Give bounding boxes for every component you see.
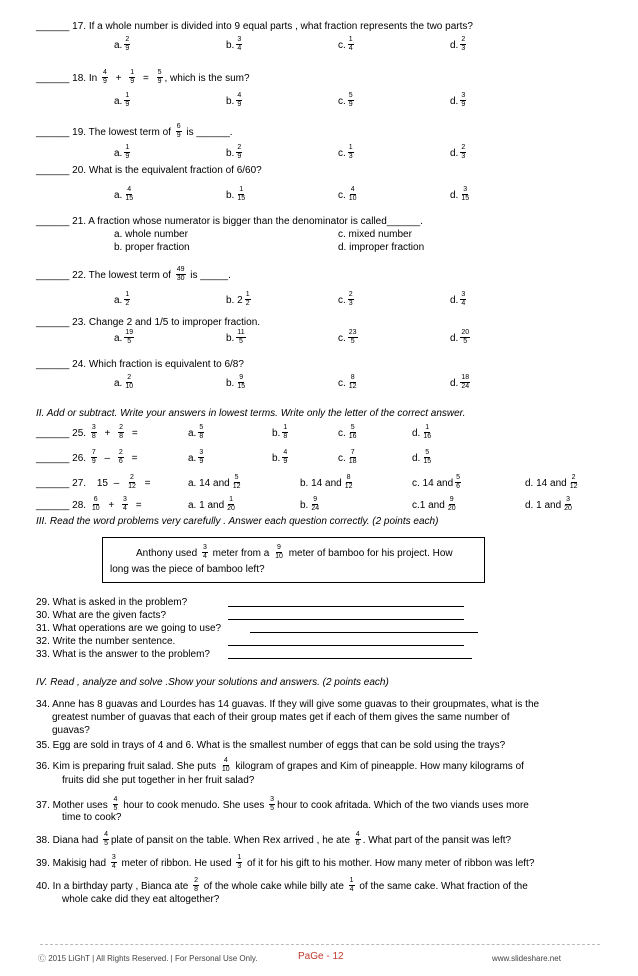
question-20: ______ 20. What is the equivalent fraction of 6/60? <box>36 165 262 176</box>
choice-a: a. $\frac{3}{9}$ <box>188 449 204 465</box>
choice-c: c. $\frac{7}{18}$ <box>338 449 357 465</box>
choice-a: a. 14 and $\frac{5}{12}$ <box>188 474 241 490</box>
choice-b: b. $\frac{3}{4}$ <box>226 36 242 52</box>
question-19: ______ 19. The lowest term of $\frac{6}{9}$ is ______. <box>36 123 233 139</box>
choice-b: b. $\frac{1}{8}$ <box>272 424 288 440</box>
choice-b: b. 2 $\frac{1}{2}$ <box>226 291 250 307</box>
choice-c: c. $\frac{2}{3}$ <box>338 291 353 307</box>
answer-line[interactable] <box>228 619 464 620</box>
section-heading-part-4: IV. Read , analyze and solve .Show your solutions and answers. (2 points each) <box>36 677 389 688</box>
question-22: ______ 22. The lowest term of $\frac{49}{30}$ is _____. <box>36 266 231 282</box>
choice-b: b. 14 and $\frac{8}{12}$ <box>300 474 353 490</box>
choice-a: a. 1 and $\frac{1}{20}$ <box>188 496 235 512</box>
choice-b: b. $\frac{9}{24}$ <box>300 496 320 512</box>
fraction: $\frac{49}{30}$ <box>176 266 185 282</box>
question-28: ______ 28. $\frac{6}{10}$ + $\frac{3}{4}$ = <box>36 496 142 512</box>
choice-c: c. $\frac{8}{12}$ <box>338 374 357 390</box>
choice-d: d. $\frac{18}{24}$ <box>450 374 470 390</box>
fraction: $\frac{3}{4}$ <box>237 36 242 52</box>
answer-line[interactable] <box>228 658 472 659</box>
question-17 <box>36 21 473 33</box>
choice-b: b. $\frac{4}{9}$ <box>272 449 288 465</box>
question-21: ______ 21. A fraction whose numerator is bigger than the denominator is called______. <box>36 216 423 227</box>
choice-c: c. $\frac{5}{16}$ <box>338 424 357 440</box>
choice-c: c. $\frac{5}{9}$ <box>338 92 353 108</box>
question-39: 39. Makisig had $\frac{3}{4}$ meter of ribbon. He used $\frac{1}{3}$ of it for his gift to his mother. How many meter of ribbon was left? <box>36 854 535 870</box>
choice-b: b. $\frac{1}{15}$ <box>226 186 246 202</box>
question-34: 34. Anne has 8 guavas and Lourdes has 14 guavas. If they will give some guavas to their groupmates, what is the <box>36 699 540 710</box>
question-38: 38. Diana had $\frac{4}{5}$ plate of pansit on the table. When Rex arrived , he ate $\frac{4}{6}$ . What part of the pansit was left? <box>36 831 512 847</box>
footer-copyright: Ⓒ 2015 LiGhT | All Rights Reserved. | For Personal Use Only. <box>38 954 258 963</box>
question-36: 36. Kim is preparing fruit salad. She puts $\frac{4}{10}$ kilogram of grapes and Kim of pineapple. How many kilograms of <box>36 757 524 773</box>
question-36-cont: fruits did she put together in her fruit salad? <box>62 775 255 786</box>
question-29: 29. What is asked in the problem? <box>36 597 188 608</box>
answer-line[interactable] <box>228 645 464 646</box>
choice-d: d. $\frac{3}{9}$ <box>450 92 466 108</box>
answer-line[interactable] <box>228 606 464 607</box>
choice-d: d. $\frac{3}{4}$ <box>450 291 466 307</box>
question-37-cont: time to cook? <box>62 812 122 823</box>
question-number: 17. <box>72 21 87 32</box>
choice-a: a. $\frac{5}{8}$ <box>188 424 204 440</box>
question-27: ______ 27. 15 – $\frac{2}{12}$ = <box>36 474 151 490</box>
fraction: $\frac{1}{9}$ <box>130 69 135 85</box>
choice-c: c.1 and $\frac{9}{20}$ <box>412 496 456 512</box>
choice-a: a. $\frac{19}{5}$ <box>114 329 134 345</box>
question-33: 33. What is the answer to the problem? <box>36 649 210 660</box>
choice-b: b. $\frac{2}{9}$ <box>226 144 242 160</box>
choice-b: b. $\frac{4}{9}$ <box>226 92 242 108</box>
fraction: $\frac{1}{4}$ <box>348 36 353 52</box>
choice-c: c. $\frac{4}{10}$ <box>338 186 357 202</box>
choice-a: a. $\frac{1}{9}$ <box>114 92 130 108</box>
choice-a: a. $\frac{4}{15}$ <box>114 186 134 202</box>
choice-c: c. $\frac{1}{3}$ <box>338 144 353 160</box>
choice-b: b. $\frac{11}{5}$ <box>226 329 245 345</box>
question-37: 37. Mother uses $\frac{4}{5}$ hour to cook menudo. She uses $\frac{3}{5}$ hour to cook afritada. Which of the two viands uses more <box>36 796 529 812</box>
fraction: $\frac{2}{9}$ <box>125 36 130 52</box>
answer-line[interactable] <box>250 632 478 633</box>
question-25: ______ 25. $\frac{3}{8}$ + $\frac{2}{8}$ = <box>36 424 138 440</box>
question-18: ______ 18. In $\frac{4}{9}$ + $\frac{1}{9}$ = $\frac{5}{9}$ , which is the sum? <box>36 69 250 85</box>
question-31: 31. What operations are we going to use? <box>36 623 222 634</box>
choice-a: a. $\frac{2}{10}$ <box>114 374 134 390</box>
fraction: $\frac{5}{9}$ <box>157 69 162 85</box>
section-heading-part-3: III. Read the word problems very carefully . Answer each question correctly. (2 points each) <box>36 516 439 527</box>
choice-c: c. 14 and $\frac{5}{6}$ <box>412 474 461 490</box>
question-34-cont: greatest number of guavas that each of their group mates get if each of them gives the same number of <box>52 712 510 723</box>
footer-rule <box>40 944 600 945</box>
choice-d: d. $\frac{1}{16}$ <box>412 424 432 440</box>
choice-c: c. mixed number <box>338 229 412 240</box>
question-32: 32. Write the number sentence. <box>36 636 176 647</box>
question-24: ______ 24. Which fraction is equivalent to 6/8? <box>36 359 244 370</box>
choice-b: b. $\frac{9}{15}$ <box>226 374 246 390</box>
choice-a: a. $\frac{1}{9}$ <box>114 144 130 160</box>
choice-c: c. $\frac{23}{5}$ <box>338 329 357 345</box>
question-35: 35. Egg are sold in trays of 4 and 6. What is the smallest number of eggs that can be sold using the trays? <box>36 740 506 751</box>
choice-d: d. $\frac{3}{15}$ <box>450 186 470 202</box>
question-40-cont: whole cake did they eat altogether? <box>62 894 220 905</box>
fraction: $\frac{4}{9}$ <box>102 69 107 85</box>
fraction: $\frac{6}{9}$ <box>176 123 181 139</box>
choice-c: c. $\frac{1}{4}$ <box>338 36 353 52</box>
answer-blank: ______ <box>36 21 70 32</box>
question-26: ______ 26. $\frac{7}{9}$ – $\frac{2}{6}$ = <box>36 449 138 465</box>
choice-d: d. 14 and $\frac{2}{12}$ <box>525 474 578 490</box>
choice-b: b. proper fraction <box>114 242 190 253</box>
choice-a: a. $\frac{2}{9}$ <box>114 36 130 52</box>
page-number: PaGe - 12 <box>298 951 344 962</box>
word-problem-line-1: Anthony used $\frac{3}{4}$ meter from a $\frac{9}{10}$ meter of bamboo for his project. How <box>136 544 453 560</box>
question-40: 40. In a birthday party , Bianca ate $\frac{2}{8}$ of the whole cake while billy ate $\frac{1}{4}$ of the same cake. What fraction of the <box>36 877 528 893</box>
choice-a: a. whole number <box>114 229 188 240</box>
footer-site: www.slideshare.net <box>492 954 561 963</box>
choice-d: d. $\frac{2}{3}$ <box>450 144 466 160</box>
question-34-cont: guavas? <box>52 725 90 736</box>
choice-d: d. 1 and $\frac{3}{20}$ <box>525 496 572 512</box>
choice-d: d. $\frac{5}{15}$ <box>412 449 432 465</box>
choice-d: d. $\frac{2}{3}$ <box>450 36 466 52</box>
fraction: $\frac{2}{3}$ <box>461 36 466 52</box>
question-text: If a whole number is divided into 9 equal parts , what fraction represents the two parts? <box>88 21 473 32</box>
choice-d: d. $\frac{20}{5}$ <box>450 329 470 345</box>
choice-d: d. improper fraction <box>338 242 425 253</box>
word-problem-line-2: long was the piece of bamboo left? <box>110 564 265 575</box>
question-30: 30. What are the given facts? <box>36 610 167 621</box>
question-23: ______ 23. Change 2 and 1/5 to improper fraction. <box>36 317 261 328</box>
choice-a: a. $\frac{1}{2}$ <box>114 291 130 307</box>
section-heading-part-2: II. Add or subtract. Write your answers in lowest terms. Write only the letter of the correct answer. <box>36 408 466 419</box>
